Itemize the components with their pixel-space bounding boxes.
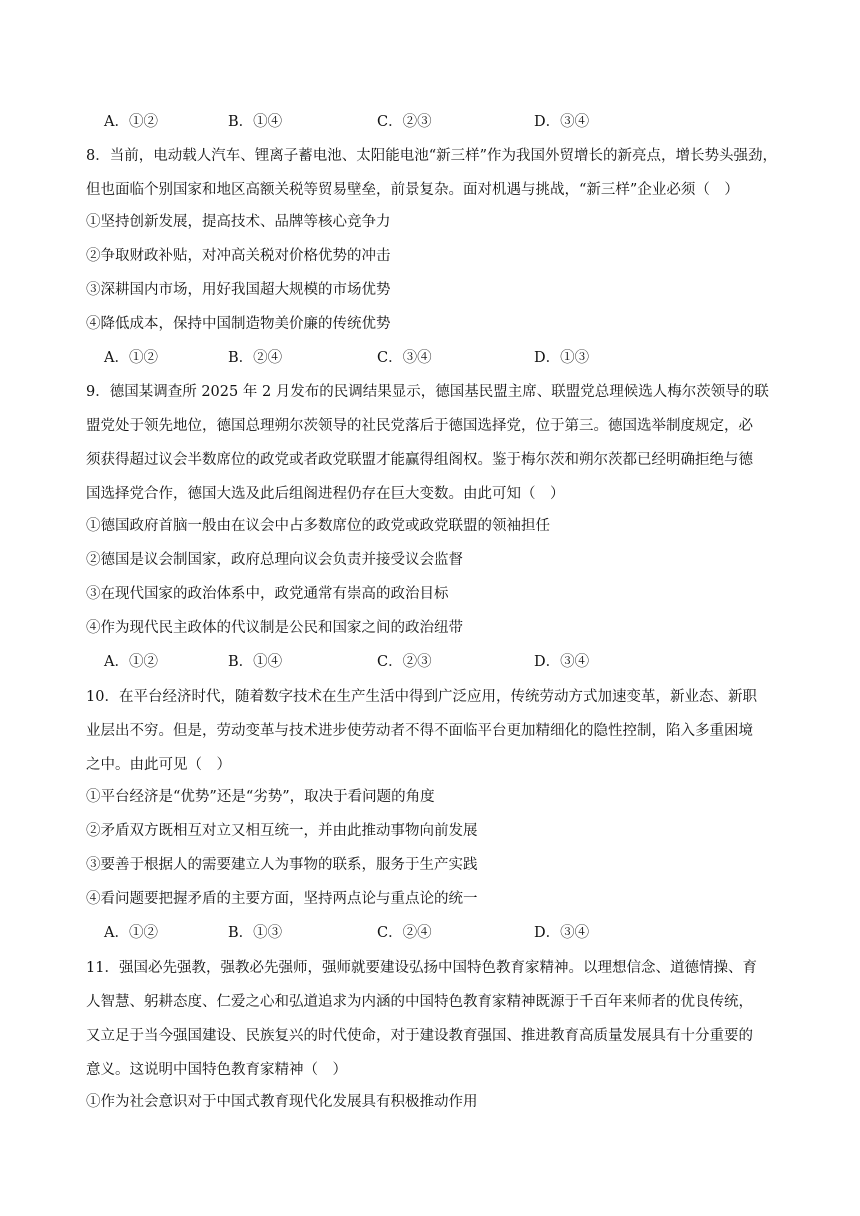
q8-item-2: ②争取财政补贴，对冲高关税对价格优势的冲击: [86, 248, 391, 264]
q8-item-3: ③深耕国内市场，用好我国超大规模的市场优势: [86, 282, 391, 298]
q11-stem-line: 意义。这说明中国特色教育家精神（ ）: [86, 1062, 347, 1078]
option-a: A．①②: [104, 114, 158, 130]
option-b: B．①④: [228, 654, 283, 670]
q10-stem-line: 10．在平台经济时代，随着数字技术在生产生活中得到广泛应用，传统劳动方式加速变革，新业态、新职: [86, 689, 757, 705]
q9-item-4: ④作为现代民主政体的代议制是公民和国家之间的政治纽带: [86, 620, 463, 636]
q9-stem-line: 国选择党合作，德国大选及此后组阁进程仍存在巨大变数。由此可知（ ）: [86, 486, 565, 502]
option-c: C．②③: [377, 654, 432, 670]
q10-stem-line: 之中。由此可见（ ）: [86, 757, 231, 773]
option-b: B．②④: [228, 350, 283, 366]
q9-item-3: ③在现代国家的政治体系中，政党通常有崇高的政治目标: [86, 586, 449, 602]
q8-stem-line: 8．当前，电动载人汽车、锂离子蓄电池、太阳能电池“新三样”作为我国外贸增长的新亮点，增长势头强劲，: [86, 148, 778, 164]
q8-stem: [86, 139, 786, 207]
option-c: C．②③: [377, 114, 432, 130]
q10-item-4: ④看问题要把握矛盾的主要方面，坚持两点论与重点论的统一: [86, 891, 478, 907]
q10-item-1: ①平台经济是“优势”还是“劣势”，取决于看问题的角度: [86, 789, 435, 805]
q9-stem-line: 盟党处于领先地位，德国总理朔尔茨领导的社民党落后于德国选择党，位于第三。德国选举制度规定，必: [86, 418, 753, 434]
q10-stem-line: 业层出不穷。但是，劳动变革与技术进步使劳动者不得不面临平台更加精细化的隐性控制，陷入多重困境: [86, 723, 753, 739]
q8-item-1: ①坚持创新发展，提高技术、品牌等核心竞争力: [86, 214, 391, 230]
q10-item-2: ②矛盾双方既相互对立又相互统一，并由此推动事物向前发展: [86, 823, 478, 839]
q9-options: [104, 651, 804, 673]
q8-options: [104, 347, 804, 369]
q8-stem-line: 但也面临个别国家和地区高额关税等贸易壁垒，前景复杂。面对机遇与挑战，“新三样”企业必须（ ）: [86, 182, 739, 198]
q9-stem-line: 须获得超过议会半数席位的政党或者政党联盟才能赢得组阁权。鉴于梅尔茨和朔尔茨都已经明确拒绝与德: [86, 452, 753, 468]
q11-stem-line: 11．强国必先强教，强教必先强师，强师就要建设弘扬中国特色教育家精神。以理想信念、道德情操、育: [86, 960, 757, 976]
q8-item-4: ④降低成本，保持中国制造物美价廉的传统优势: [86, 316, 391, 332]
option-a: A．①②: [104, 925, 158, 941]
q11-stem: [86, 951, 786, 1087]
q9-item-1: ①德国政府首脑一般由在议会中占多数席位的政党或政党联盟的领袖担任: [86, 518, 550, 534]
option-c: C．③④: [377, 350, 432, 366]
option-d: D．③④: [534, 114, 590, 130]
option-a: A．①②: [104, 654, 158, 670]
option-a: A．①②: [104, 350, 158, 366]
q11-stem-line: 又立足于当今强国建设、民族复兴的时代使命，对于建设教育强国、推进教育高质量发展具有十分重要的: [86, 1028, 753, 1044]
option-d: D．③④: [534, 654, 590, 670]
option-d: D．③④: [534, 925, 590, 941]
option-d: D．①③: [534, 350, 590, 366]
q9-stem-line: 9．德国某调查所 2025 年 2 月发布的民调结果显示，德国基民盟主席、联盟党总理候选人梅尔茨领导的联: [86, 384, 769, 400]
q9-stem: [86, 375, 786, 511]
q10-stem: [86, 680, 786, 782]
q11-item-1: ①作为社会意识对于中国式教育现代化发展具有积极推动作用: [86, 1094, 478, 1110]
q9-item-2: ②德国是议会制国家，政府总理向议会负责并接受议会监督: [86, 552, 463, 568]
option-b: B．①③: [228, 925, 283, 941]
q10-options: [104, 922, 804, 944]
option-b: B．①④: [228, 114, 283, 130]
option-c: C．②④: [377, 925, 432, 941]
q7-options: [104, 111, 804, 133]
q11-stem-line: 人智慧、躬耕态度、仁爱之心和弘道追求为内涵的中国特色教育家精神既源于千百年来师者的优良传统，: [86, 994, 753, 1010]
q10-item-3: ③要善于根据人的需要建立人为事物的联系，服务于生产实践: [86, 857, 478, 873]
